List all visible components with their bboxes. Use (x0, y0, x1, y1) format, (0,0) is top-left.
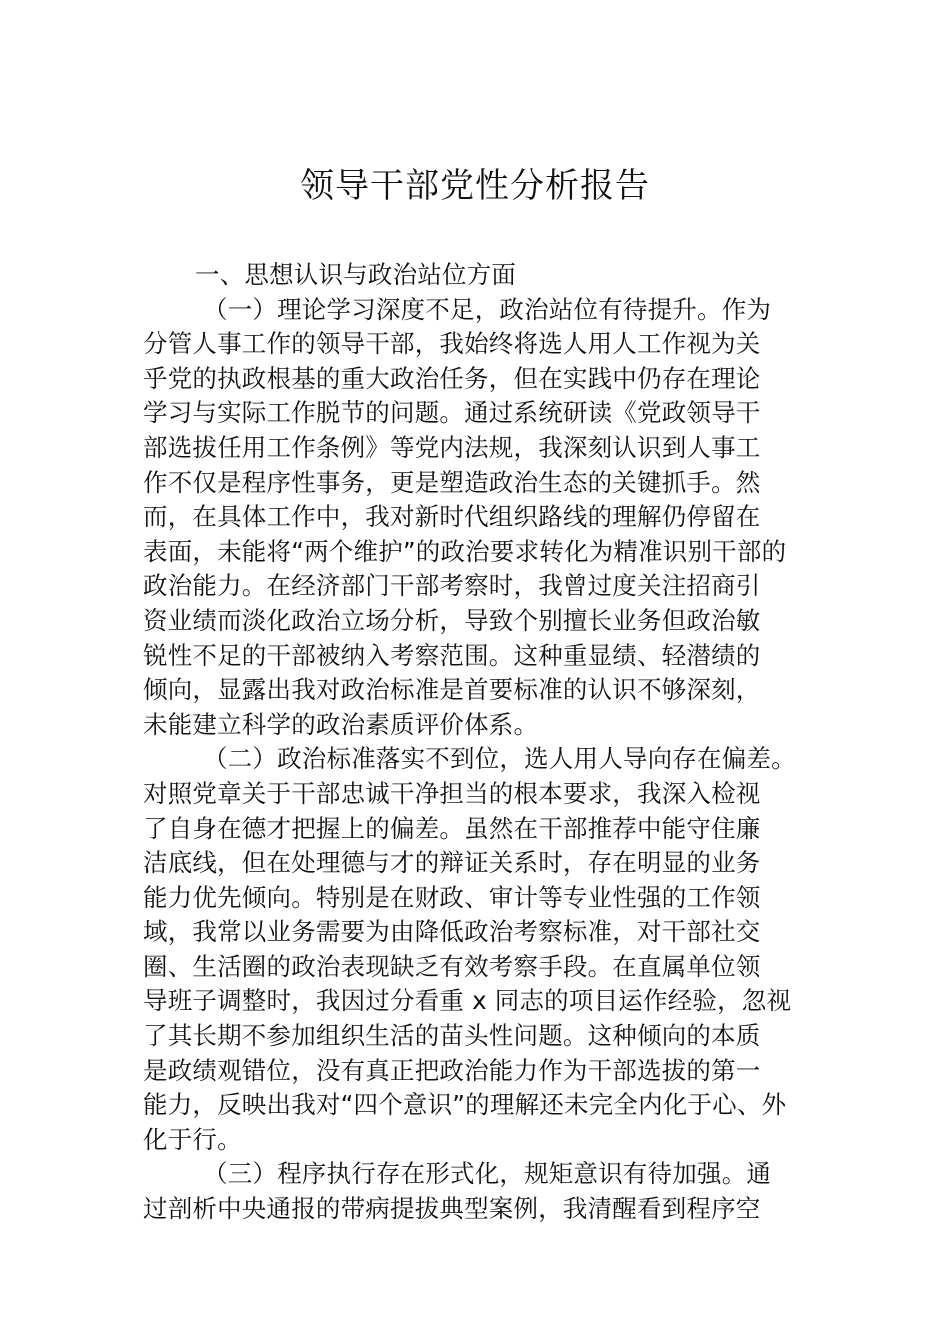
paragraph-line: 了自身在德才把握上的偏差。虽然在干部推荐中能守住廉 (143, 813, 761, 843)
paragraph-3 (143, 1157, 807, 1226)
paragraph-line: 资业绩而淡化政治立场分析，导致个别擅长业务但政治敏 (143, 605, 761, 635)
paragraph-line: 表面，未能将“两个维护”的政治要求转化为精准识别干部的 (143, 536, 787, 566)
paragraph-line: 部选拔任用工作条例》等党内法规，我深刻认识到人事工 (143, 432, 761, 462)
paragraph-line: 能力，反映出我对“四个意识”的理解还未完全内化于心、外 (143, 1090, 787, 1120)
section-heading: 一、思想认识与政治站位方面 (195, 260, 517, 289)
paragraph-line: 未能建立科学的政治素质评价体系。 (143, 709, 539, 739)
paragraph-line: 圈、生活圈的政治表现缺乏有效考察手段。在直属单位领 (143, 951, 761, 981)
paragraph-2 (143, 742, 807, 1157)
paragraph-line: 政治能力。在经济部门干部考察时，我曾过度关注招商引 (143, 571, 761, 601)
paragraph-line: 导班子调整时，我因过分看重 x 同志的项目运作经验，忽视 (143, 986, 792, 1016)
document-body (143, 258, 807, 1227)
paragraph-line: 对照党章关于干部忠诚干净担当的根本要求，我深入检视 (143, 778, 761, 808)
paragraph-line: 作不仅是程序性事务，更是塑造政治生态的关键抓手。然 (143, 467, 761, 497)
paragraph-line: 能力优先倾向。特别是在财政、审计等专业性强的工作领 (143, 882, 761, 912)
paragraph-line: （一）理论学习深度不足，政治站位有待提升。作为 (203, 294, 772, 324)
paragraph-line: （二）政治标准落实不到位，选人用人导向存在偏差。 (203, 744, 796, 774)
paragraph-line: 而，在具体工作中，我对新时代组织路线的理解仍停留在 (143, 502, 761, 532)
paragraph-line: 乎党的执政根基的重大政治任务，但在实践中仍存在理论 (143, 363, 761, 393)
paragraph-line: 化于行。 (143, 1124, 242, 1154)
paragraph-line: （三）程序执行存在形式化，规矩意识有待加强。通 (203, 1159, 772, 1189)
paragraph-line: 过剖析中央通报的带病提拔典型案例，我清醒看到程序空 (143, 1194, 761, 1224)
paragraph-line: 分管人事工作的领导干部，我始终将选人用人工作视为关 (143, 329, 761, 359)
paragraph-line: 学习与实际工作脱节的问题。通过系统研读《党政领导干 (143, 398, 761, 428)
paragraph-line: 倾向，显露出我对政治标准是首要标准的认识不够深刻， (143, 675, 761, 705)
paragraph-1 (143, 293, 807, 743)
document-title: 领导干部党性分析报告 (300, 166, 650, 206)
paragraph-line: 了其长期不参加组织生活的苗头性问题。这种倾向的本质 (143, 1021, 761, 1051)
paragraph-line: 锐性不足的干部被纳入考察范围。这种重显绩、轻潜绩的 (143, 640, 761, 670)
paragraph-line: 是政绩观错位，没有真正把政治能力作为干部选拔的第一 (143, 1055, 761, 1085)
paragraph-line: 域，我常以业务需要为由降低政治考察标准，对干部社交 (143, 917, 761, 947)
paragraph-line: 洁底线，但在处理德与才的辩证关系时，存在明显的业务 (143, 848, 761, 878)
